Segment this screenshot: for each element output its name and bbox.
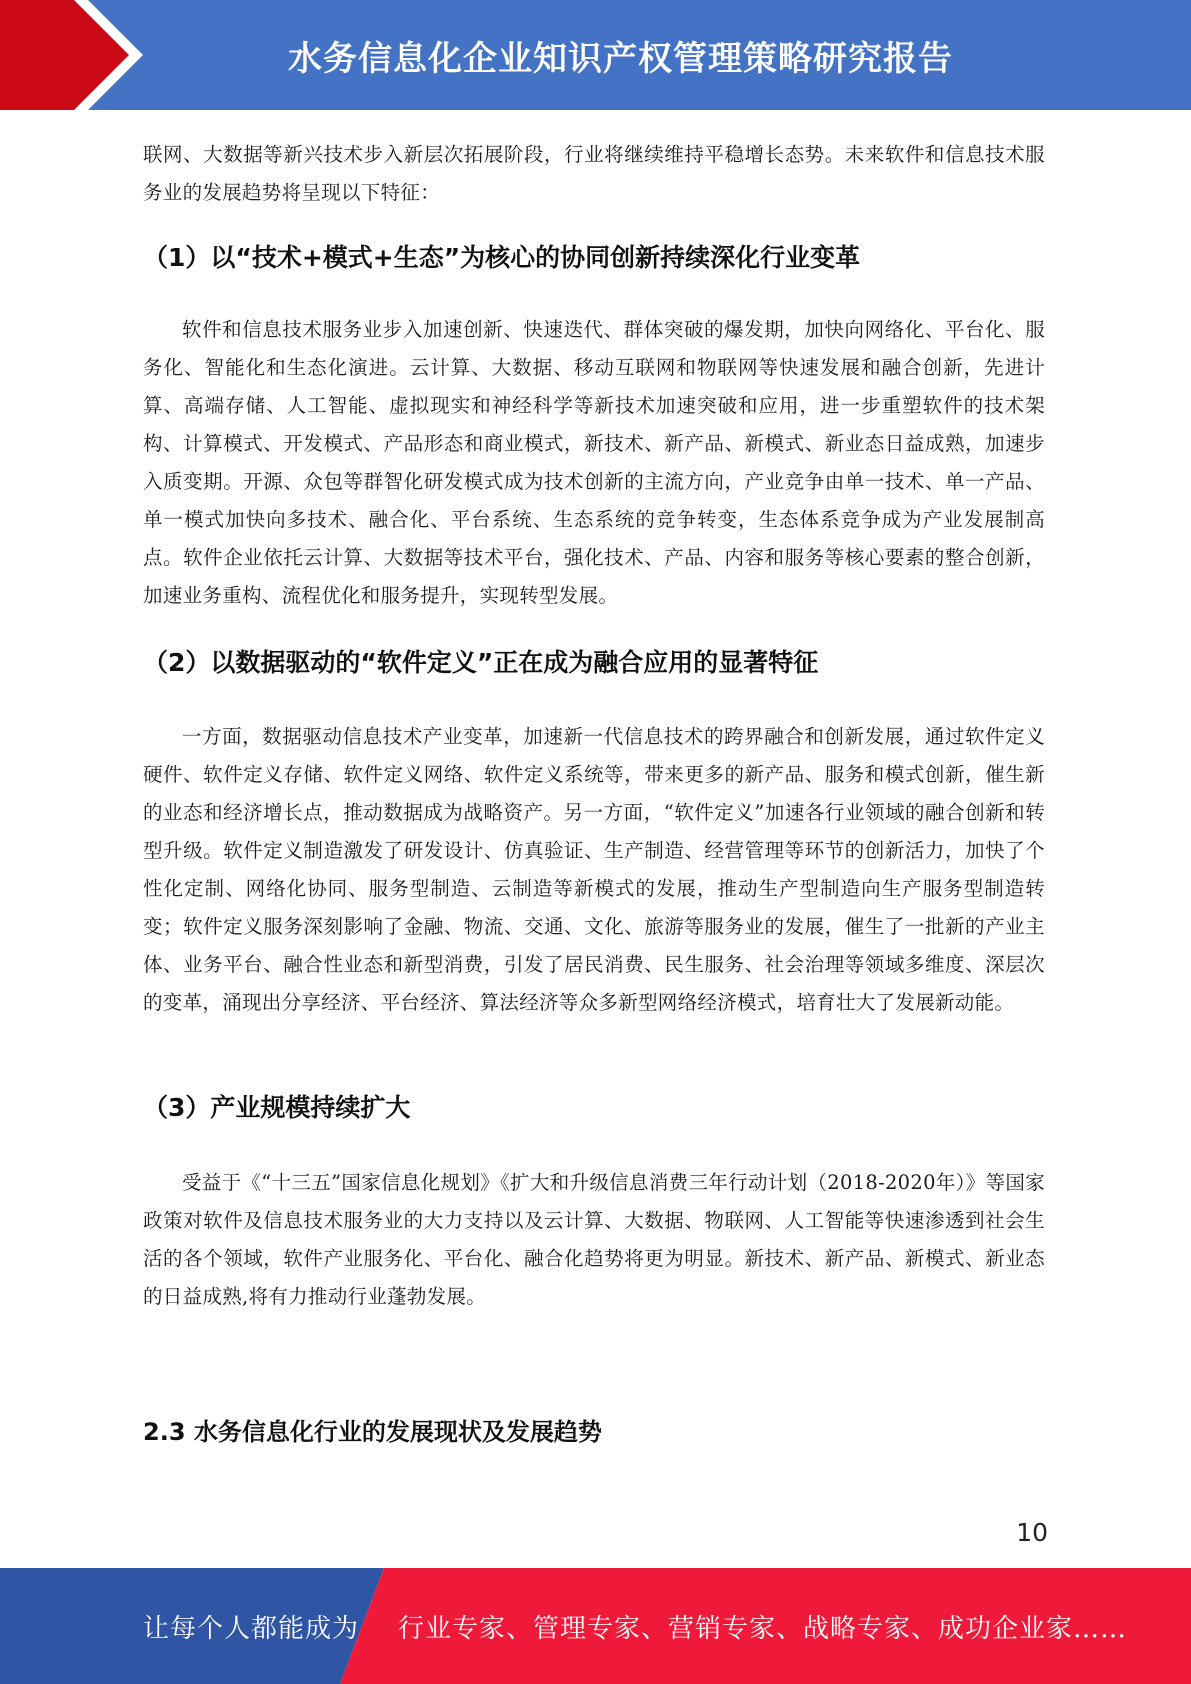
subheading-3: （3）产业规模持续扩大	[143, 1093, 411, 1122]
footer-banner	[0, 1568, 1191, 1684]
footer-slogan-left: 让每个人都能成为	[143, 1613, 360, 1644]
section-heading: 2.3 水务信息化行业的发展现状及发展趋势	[143, 1418, 602, 1446]
header-banner	[0, 0, 1191, 110]
header-red-chevron-icon	[0, 0, 160, 110]
footer-slogan-right: 行业专家、管理专家、营销专家、战略专家、成功企业家……	[398, 1613, 1128, 1644]
page-number: 10	[1016, 1518, 1048, 1547]
paragraph-3: 受益于《“十三五”国家信息化规划》《扩大和升级信息消费三年行动计划（2018-2020年）》等国家政策对软件及信息技术服务业的大力支持以及云计算、大数据、物联网、人工智能等快速渗透到社会生活的各个领域，软件产业服务化、平台化、融合化趋势将更为明显。新技术、新产品、新模式、新业态的日益成熟,将有力推动行业蓬勃发展。	[143, 1171, 1045, 1308]
subheading-1: （1）以“技术+模式+生态”为核心的协同创新持续深化行业变革	[143, 243, 861, 272]
paragraph-2: 一方面，数据驱动信息技术产业变革，加速新一代信息技术的跨界融合和创新发展，通过软件定义硬件、软件定义存储、软件定义网络、软件定义系统等，带来更多的新产品、服务和模式创新，催生新的业态和经济增长点，推动数据成为战略资产。另一方面，“软件定义”加速各行业领域的融合创新和转型升级。软件定义制造激发了研发设计、仿真验证、生产制造、经营管理等环节的创新活力，加快了个性化定制、网络化协同、服务型制造、云制造等新模式的发展，推动生产型制造向生产服务型制造转变；软件定义服务深刻影响了金融、物流、交通、文化、旅游等服务业的发展，催生了一批新的产业主体、业务平台、融合性业态和新型消费，引发了居民消费、民生服务、社会治理等领域多维度、深层次的变革，涌现出分享经济、平台经济、算法经济等众多新型网络经济模式，培育壮大了发展新动能。	[143, 725, 1045, 1014]
report-title: 水务信息化企业知识产权管理策略研究报告	[288, 38, 953, 79]
subheading-2: （2）以数据驱动的“软件定义”正在成为融合应用的显著特征	[143, 648, 819, 677]
intro-paragraph: 联网、大数据等新兴技术步入新层次拓展阶段，行业将继续维持平稳增长态势。未来软件和信息技术服务业的发展趋势将呈现以下特征：	[143, 143, 1045, 204]
paragraph-1: 软件和信息技术服务业步入加速创新、快速迭代、群体突破的爆发期，加快向网络化、平台化、服务化、智能化和生态化演进。云计算、大数据、移动互联网和物联网等快速发展和融合创新，先进计算、高端存储、人工智能、虚拟现实和神经科学等新技术加速突破和应用，进一步重塑软件的技术架构、计算模式、开发模式、产品形态和商业模式，新技术、新产品、新模式、新业态日益成熟，加速步入质变期。开源、众包等群智化研发模式成为技术创新的主流方向，产业竞争由单一技术、单一产品、单一模式加快向多技术、融合化、平台系统、生态系统的竞争转变，生态体系竞争成为产业发展制高点。软件企业依托云计算、大数据等技术平台，强化技术、产品、内容和服务等核心要素的整合创新，加速业务重构、流程优化和服务提升，实现转型发展。	[143, 318, 1045, 607]
